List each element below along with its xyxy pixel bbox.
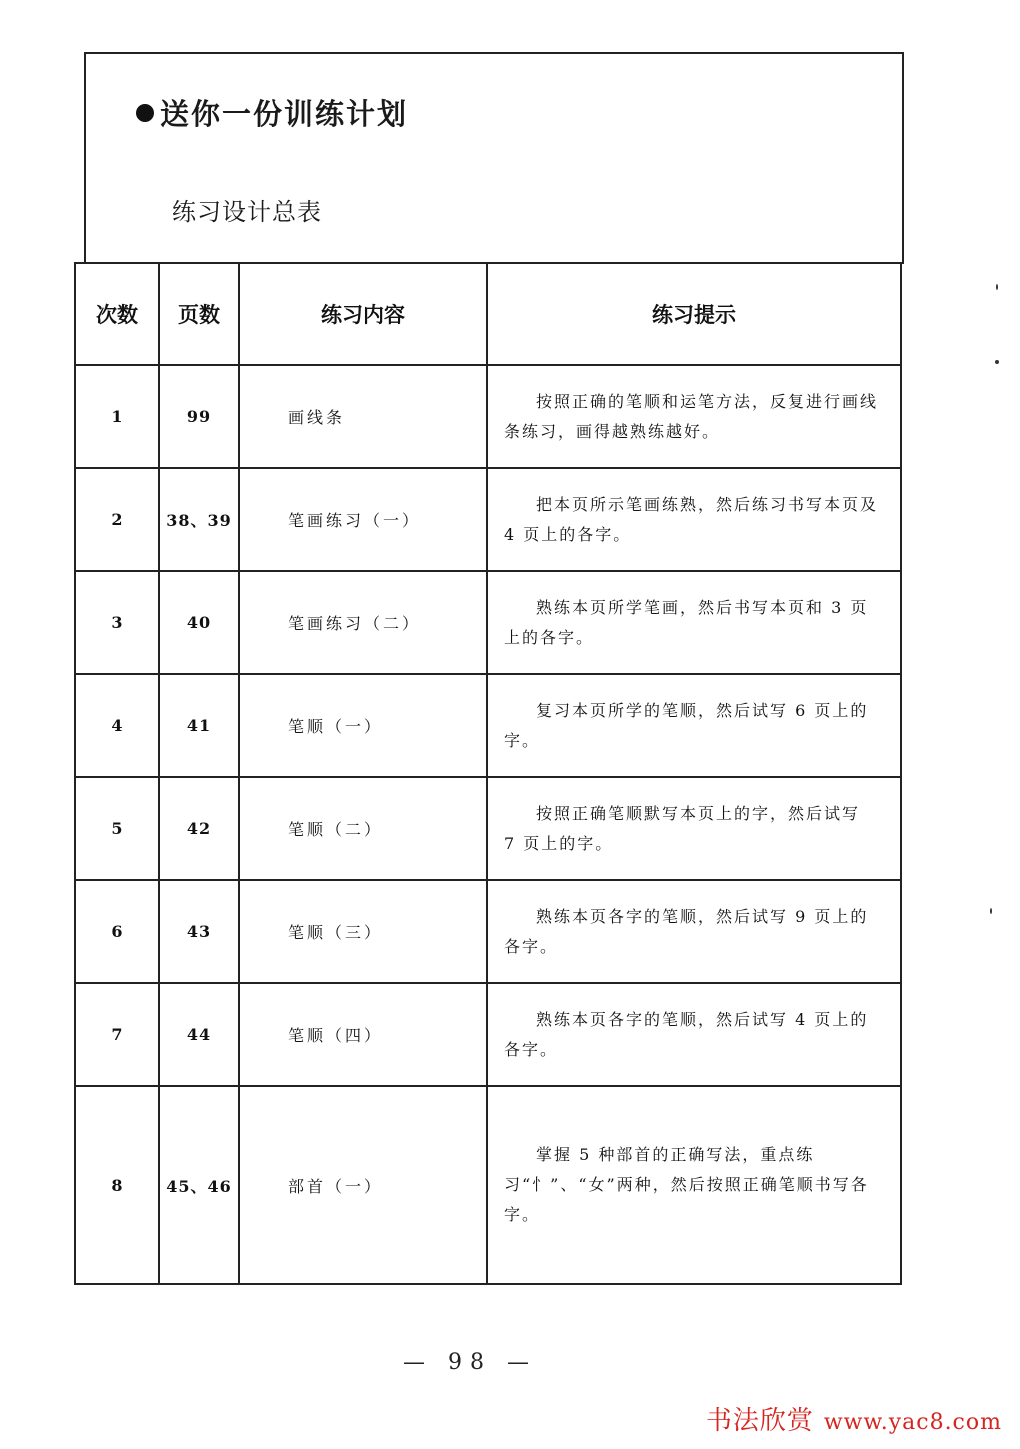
cell-pages: 45、46 [159, 1086, 239, 1284]
column-header-content: 练习内容 [239, 263, 487, 365]
cell-pages: 40 [159, 571, 239, 674]
tip-text: 把本页所示笔画练熟，然后练习书写本页及 4 页上的各字。 [504, 494, 879, 544]
scan-speck [990, 908, 992, 914]
cell-content: 笔顺（三） [239, 880, 487, 983]
cell-pages: 38、39 [159, 468, 239, 571]
cell-seq: 6 [75, 880, 159, 983]
cell-content: 笔顺（二） [239, 777, 487, 880]
page-number: — 98 — [403, 1350, 537, 1375]
cell-pages: 43 [159, 880, 239, 983]
cell-content: 画线条 [239, 365, 487, 468]
cell-tip [487, 468, 901, 571]
cell-tip [487, 1086, 901, 1284]
cell-seq: 3 [75, 571, 159, 674]
cell-tip [487, 674, 901, 777]
table-row [75, 1086, 901, 1284]
table-row [75, 983, 901, 1086]
cell-content: 部首（一） [239, 1086, 487, 1284]
main-title-text: 送你一份训练计划 [160, 97, 409, 131]
table-row [75, 880, 901, 983]
cell-tip [487, 880, 901, 983]
table-subtitle: 练习设计总表 [172, 198, 322, 226]
cell-seq: 5 [75, 777, 159, 880]
tip-text: 熟练本页各字的笔顺，然后试写 4 页上的各字。 [504, 1009, 869, 1059]
site-watermark [706, 1400, 1002, 1437]
cell-seq: 2 [75, 468, 159, 571]
cell-pages: 42 [159, 777, 239, 880]
cell-content: 笔画练习（二） [239, 571, 487, 674]
cell-tip [487, 365, 901, 468]
scan-speck [995, 360, 999, 364]
table-row [75, 468, 901, 571]
watermark-site: www.yac8.com [823, 1410, 1002, 1435]
tip-text: 熟练本页各字的笔顺，然后试写 9 页上的各字。 [504, 906, 869, 956]
table-row [75, 674, 901, 777]
cell-content: 笔顺（一） [239, 674, 487, 777]
column-header-seq: 次数 [75, 263, 159, 365]
table-row [75, 777, 901, 880]
tip-text: 掌握 5 种部首的正确写法，重点练习“忄”、“女”两种，然后按照正确笔顺书写各字。 [504, 1145, 869, 1224]
cell-seq: 8 [75, 1086, 159, 1284]
cell-pages: 99 [159, 365, 239, 468]
cell-seq: 1 [75, 365, 159, 468]
tip-text: 按照正确的笔顺和运笔方法，反复进行画线条练习，画得越熟练越好。 [504, 391, 879, 441]
header-box [84, 52, 904, 264]
table-row [75, 571, 901, 674]
cell-seq: 4 [75, 674, 159, 777]
cell-tip [487, 777, 901, 880]
cell-tip [487, 571, 901, 674]
main-title [136, 92, 408, 133]
cell-tip [487, 983, 901, 1086]
watermark-label: 书法欣赏 [705, 1406, 814, 1436]
training-plan-table [74, 262, 902, 1285]
tip-text: 按照正确笔顺默写本页上的字，然后试写 7 页上的字。 [504, 803, 861, 853]
bullet-icon [136, 104, 154, 122]
table-header-row [75, 263, 901, 365]
tip-text: 复习本页所学的笔顺，然后试写 6 页上的字。 [504, 700, 869, 750]
cell-pages: 44 [159, 983, 239, 1086]
cell-pages: 41 [159, 674, 239, 777]
cell-content: 笔画练习（一） [239, 468, 487, 571]
cell-seq: 7 [75, 983, 159, 1086]
column-header-pages: 页数 [159, 263, 239, 365]
cell-content: 笔顺（四） [239, 983, 487, 1086]
scan-speck [996, 284, 998, 290]
column-header-tip: 练习提示 [487, 263, 901, 365]
table-row [75, 365, 901, 468]
tip-text: 熟练本页所学笔画，然后书写本页和 3 页上的各字。 [504, 597, 869, 647]
